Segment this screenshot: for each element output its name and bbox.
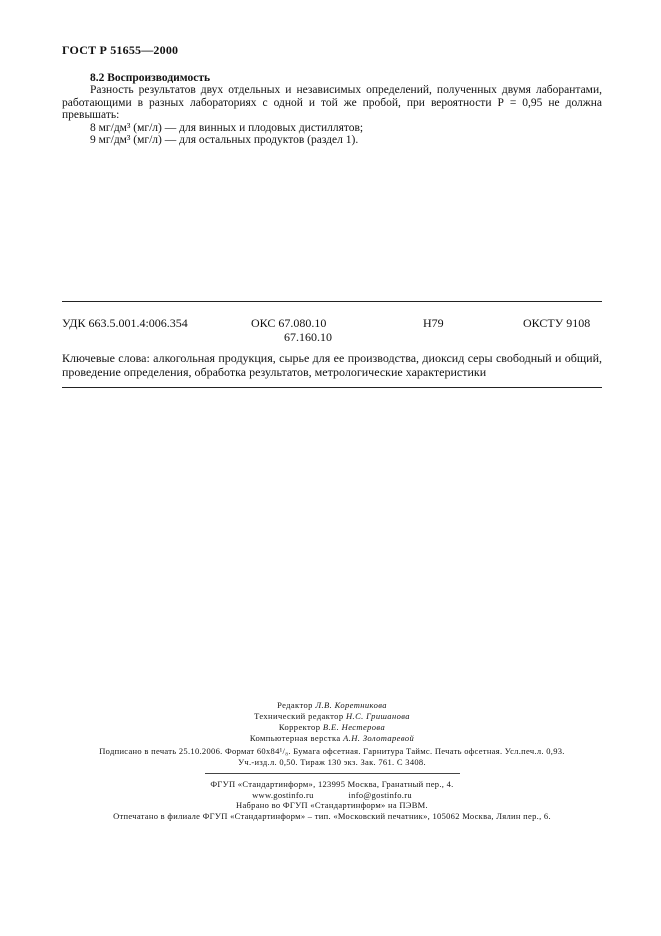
typeset-note: Набрано во ФГУП «Стандартинформ» на ПЭВМ. <box>236 800 428 810</box>
list-item: 9 мг/дм³ (мг/л) — для остальных продуктов (раздел 1). <box>90 134 359 147</box>
publisher-block <box>62 779 602 821</box>
tech-editor-line <box>62 711 602 722</box>
corrector-line <box>62 722 602 733</box>
list-item: 8 мг/дм³ (мг/л) — для винных и плодовых дистиллятов; <box>90 121 364 134</box>
publisher-divider <box>205 773 460 774</box>
corrector-role: Корректор <box>278 722 321 732</box>
keywords: Ключевые слова: алкогольная продукция, сырье для ее производства, диоксид серы свободный и общий, проведение определения, обработка результатов, метрологические характеристики <box>62 351 602 379</box>
printed-note: Отпечатано в филиале ФГУП «Стандартинформ» – тип. «Московский печатник», 105062 Москва, Лялин пер., 6. <box>113 810 551 821</box>
layout-line <box>62 733 602 744</box>
publisher-contacts <box>62 790 602 801</box>
publication-info <box>62 746 602 767</box>
layout-name: А.Н. Золотаревой <box>343 733 415 743</box>
editor-role: Редактор <box>277 700 313 710</box>
publisher-address: ФГУП «Стандартинформ», 123995 Москва, Гранатный пер., 4. <box>210 779 454 789</box>
publisher-email[interactable]: info@gostinfo.ru <box>348 789 412 800</box>
section-paragraph: Разность результатов двух отдельных и независимых определений, полученных двумя лаборантами, работающими в разных лабораториях с одной и той же пробой, при вероятности Р = 0,95 не должна превышать: <box>62 84 602 122</box>
editor-name: Л.В. Коретникова <box>315 700 387 710</box>
top-divider <box>62 301 602 302</box>
publication-line-1: Подписано в печать 25.10.2006. Формат 60х84¹/₈. Бумага офсетная. Гарнитура Таймс. Печать офсетная. Усл.печ.л. 0,93. <box>99 746 565 756</box>
imprint-block <box>62 700 602 744</box>
udk-code: УДК 663.5.001.4:006.354 <box>62 316 188 330</box>
corrector-name: В.Е. Нестерова <box>322 722 386 732</box>
editor-line <box>62 700 602 711</box>
tech-editor-role: Технический редактор <box>254 711 344 721</box>
oks-code <box>251 316 332 344</box>
oks-line-2: 67.160.10 <box>284 330 332 344</box>
bottom-divider <box>62 387 602 388</box>
n-code: Н79 <box>423 316 444 330</box>
okstu-code: ОКСТУ 9108 <box>523 316 591 330</box>
publisher-website[interactable]: www.gostinfo.ru <box>252 789 314 800</box>
reproducibility-section <box>62 72 602 146</box>
tech-editor-name: Н.С. Гришанова <box>346 711 410 721</box>
section-heading: 8.2 Воспроизводимость <box>90 72 211 84</box>
oks-line-1: ОКС 67.080.10 <box>251 316 327 330</box>
document-code: ГОСТ Р 51655—2000 <box>62 43 179 57</box>
layout-role: Компьютерная верстка <box>249 733 341 743</box>
publication-line-2: Уч.-изд.л. 0,50. Тираж 130 экз. Зак. 761. С 3408. <box>238 756 426 767</box>
